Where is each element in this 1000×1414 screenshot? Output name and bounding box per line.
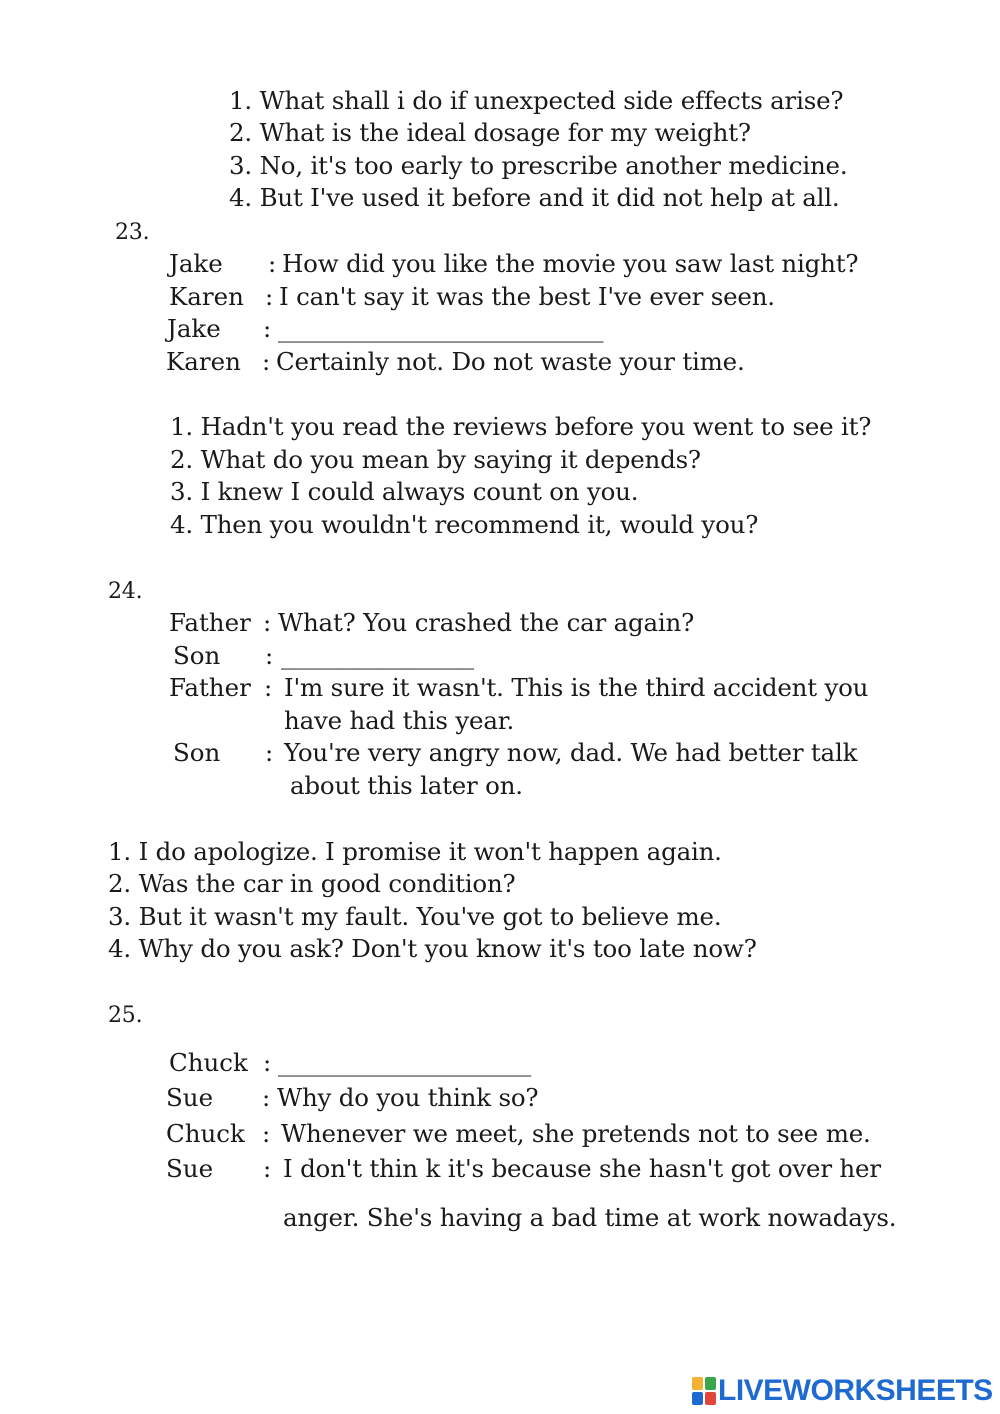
q23-option-4: 4. Then you wouldn't recommend it, would you? <box>170 510 759 539</box>
q25-speaker-chuck: Chuck <box>169 1048 248 1077</box>
q24-line-3a: I'm sure it wasn't. This is the third accident you <box>284 673 869 702</box>
q24-speaker-son: Son <box>173 641 221 670</box>
q23-speaker-karen: Karen <box>169 282 244 311</box>
q24-colon: : <box>265 738 274 767</box>
q24-colon: : <box>264 673 273 702</box>
q23-option-3: 3. I knew I could always count on you. <box>170 477 639 506</box>
q24-speaker-father: Father <box>169 673 251 702</box>
q23-blank-line[interactable]: ___________________________ <box>278 314 604 343</box>
q23-colon: : <box>263 314 272 343</box>
q25-line-4a: I don't thin k it's because she hasn't got over her <box>283 1154 881 1183</box>
q24-speaker-son: Son <box>173 738 221 767</box>
logo-square <box>705 1377 716 1390</box>
q24-option-4: 4. Why do you ask? Don't you know it's too late now? <box>108 934 757 963</box>
liveworksheets-logo[interactable] <box>692 1373 993 1409</box>
q22-option-1: 1. What shall i do if unexpected side effects arise? <box>229 86 844 115</box>
q24-line-4a: You're very angry now, dad. We had better talk <box>284 738 858 767</box>
q24-option-1: 1. I do apologize. I promise it won't happen again. <box>108 837 722 866</box>
q25-speaker-sue: Sue <box>166 1083 214 1112</box>
q22-option-2: 2. What is the ideal dosage for my weight? <box>229 118 751 147</box>
q25-line-4b: anger. She's having a bad time at work nowadays. <box>283 1203 897 1232</box>
q23-speaker-karen: Karen <box>166 347 241 376</box>
q23-colon: : <box>265 282 274 311</box>
q25-colon: : <box>263 1154 272 1183</box>
q23-number: 23. <box>115 220 150 245</box>
logo-square <box>692 1377 703 1390</box>
q25-colon: : <box>262 1119 271 1148</box>
q25-line-3: Whenever we meet, she pretends not to see me. <box>281 1119 871 1148</box>
q25-colon: : <box>263 1048 272 1077</box>
q25-number: 25. <box>108 1003 143 1028</box>
q25-line-2: Why do you think so? <box>277 1083 539 1112</box>
q23-colon: : <box>262 347 271 376</box>
q24-option-2: 2. Was the car in good condition? <box>108 869 516 898</box>
q23-option-2: 2. What do you mean by saying it depends? <box>170 445 701 474</box>
q25-blank-line[interactable]: _____________________ <box>278 1048 532 1077</box>
q22-option-4: 4. But I've used it before and it did not help at all. <box>229 183 840 212</box>
q24-blank-line[interactable]: ________________ <box>281 641 474 670</box>
q24-number: 24. <box>108 579 143 604</box>
q24-line-3b: have had this year. <box>284 706 515 735</box>
q25-colon: : <box>262 1083 271 1112</box>
q24-colon: : <box>265 641 274 670</box>
q23-line-4: Certainly not. Do not waste your time. <box>276 347 745 376</box>
q24-speaker-father: Father <box>169 608 251 637</box>
logo-square <box>692 1392 703 1405</box>
logo-square <box>705 1392 716 1405</box>
q23-speaker-jake: Jake <box>169 249 223 278</box>
q22-option-3: 3. No, it's too early to prescribe another medicine. <box>229 151 848 180</box>
q23-colon: : <box>268 249 277 278</box>
q23-option-1: 1. Hadn't you read the reviews before you went to see it? <box>170 412 872 441</box>
q23-line-1: How did you like the movie you saw last night? <box>282 249 859 278</box>
liveworksheets-logo-icon <box>692 1377 716 1405</box>
q25-speaker-sue: Sue <box>166 1154 214 1183</box>
liveworksheets-logo-text: LIVEWORKSHEETS <box>718 1374 993 1407</box>
q25-speaker-chuck: Chuck <box>166 1119 245 1148</box>
q23-line-2: I can't say it was the best I've ever seen. <box>279 282 775 311</box>
q24-option-3: 3. But it wasn't my fault. You've got to believe me. <box>108 902 722 931</box>
q24-colon: : <box>263 608 272 637</box>
q23-speaker-jake: Jake <box>167 314 221 343</box>
q24-line-1: What? You crashed the car again? <box>278 608 695 637</box>
q24-line-4b: about this later on. <box>290 771 523 800</box>
